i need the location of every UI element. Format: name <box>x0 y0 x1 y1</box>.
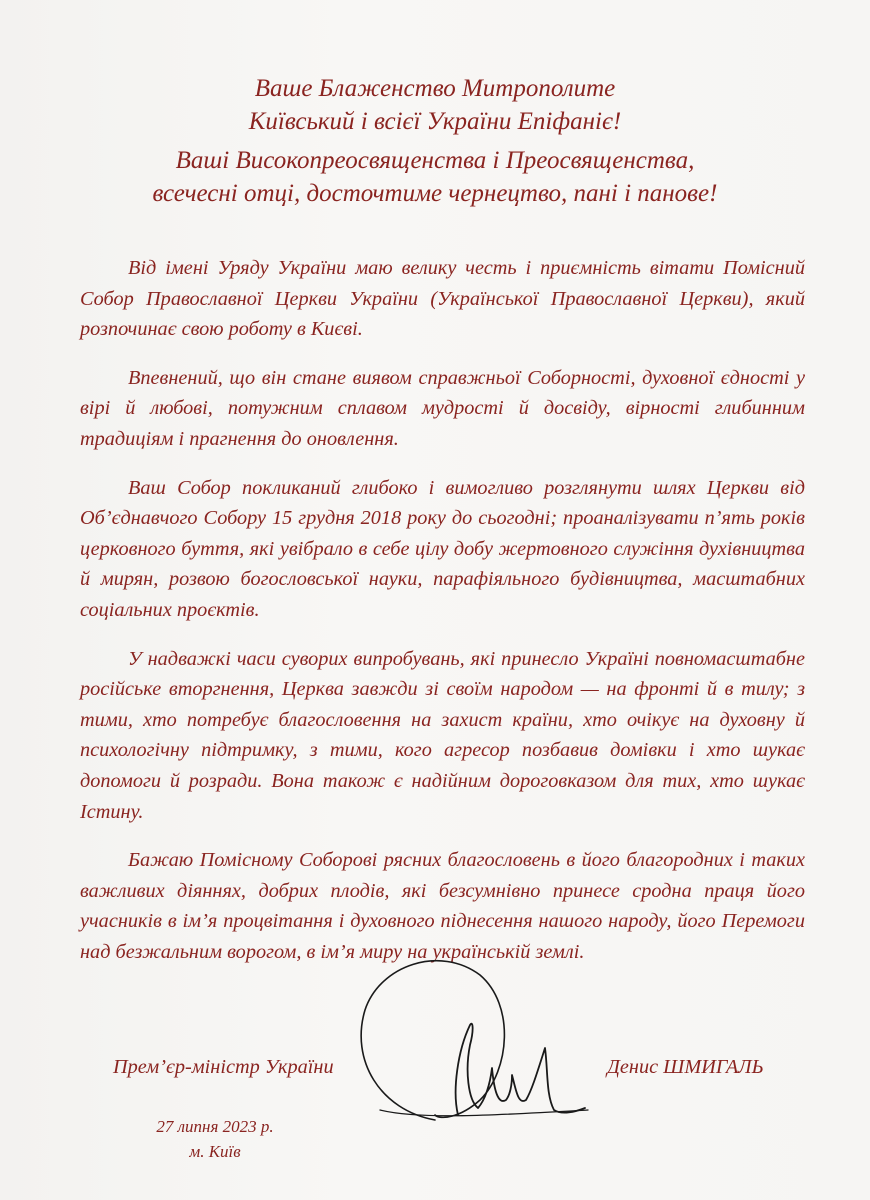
letter-place: м. Київ <box>189 1142 241 1161</box>
body-paragraph: Впевнений, що він стане виявом справжньої Соборності, духовної єдності у вірі й любові, потужним сплавом мудрості й досвіду, вірності глибинним традиціям і прагнення до оновлення. <box>80 366 805 450</box>
signature-letter-stroke <box>456 1024 585 1115</box>
signature-underline-stroke <box>380 1110 588 1116</box>
salutation-line: всечесні отці, досточтиме чернецтво, пані і панове! <box>152 180 718 207</box>
body-paragraph: Від імені Уряду України маю велику честь і приємність вітати Помісний Собор Православної Церкви України (Української Православної Церкви), який розпочинає свою роботу в Києві. <box>80 257 805 341</box>
body-paragraph: У надважкі часи суворих випробувань, які принесло Україні повномасштабне російське вторгнення, Церква завжди зі своїм народом — на фронті й в тилу; з тими, хто потребує благословення на захист країни, хто очікує на духовну й психологічну підтримку, з тими, кого агресор позбавив домівки і хто шукає допомоги й розради. Вона також є надійним дороговказом для тих, хто шукає Істину. <box>80 647 805 823</box>
salutation-line: Ваше Блаженство Митрополите <box>254 75 616 102</box>
salutation-primary <box>60 72 810 138</box>
signatory-position: Прем’єр-міністр України <box>113 1056 334 1078</box>
letter-body <box>80 253 805 985</box>
body-paragraph: Ваш Собор покликаний глибоко і вимогливо розглянути шлях Церкви від Об’єднавчого Собору 15 грудня 2018 року до сьогодні; проаналізувати п’ять років церковного буття, які увібрало в себе цілу добу жертовного служіння духівництва й мирян, розвою богословської науки, парафіяльного будівництва, масштабних соціальних проєктів. <box>80 476 805 621</box>
body-paragraph: Бажаю Помісному Соборові рясних благословень в його благородних і таких важливих діяннях, добрих плодів, які безсумнівно принесе сродна праця його учасників в ім’я процвітання і духовного піднесення нашого народу, його Перемоги над безжальним ворогом, в ім’я миру на українській землі. <box>80 849 805 963</box>
date-place-block <box>130 1114 300 1164</box>
signatory-name: Денис ШМИГАЛЬ <box>607 1056 764 1078</box>
salutation-line: Київський і всієї України Епіфаніє! <box>248 108 622 135</box>
salutation-secondary <box>60 144 810 210</box>
salutation-line: Ваші Високопреосвященства і Преосвященства, <box>175 147 695 174</box>
letter-date: 27 липня 2023 р. <box>156 1117 274 1136</box>
